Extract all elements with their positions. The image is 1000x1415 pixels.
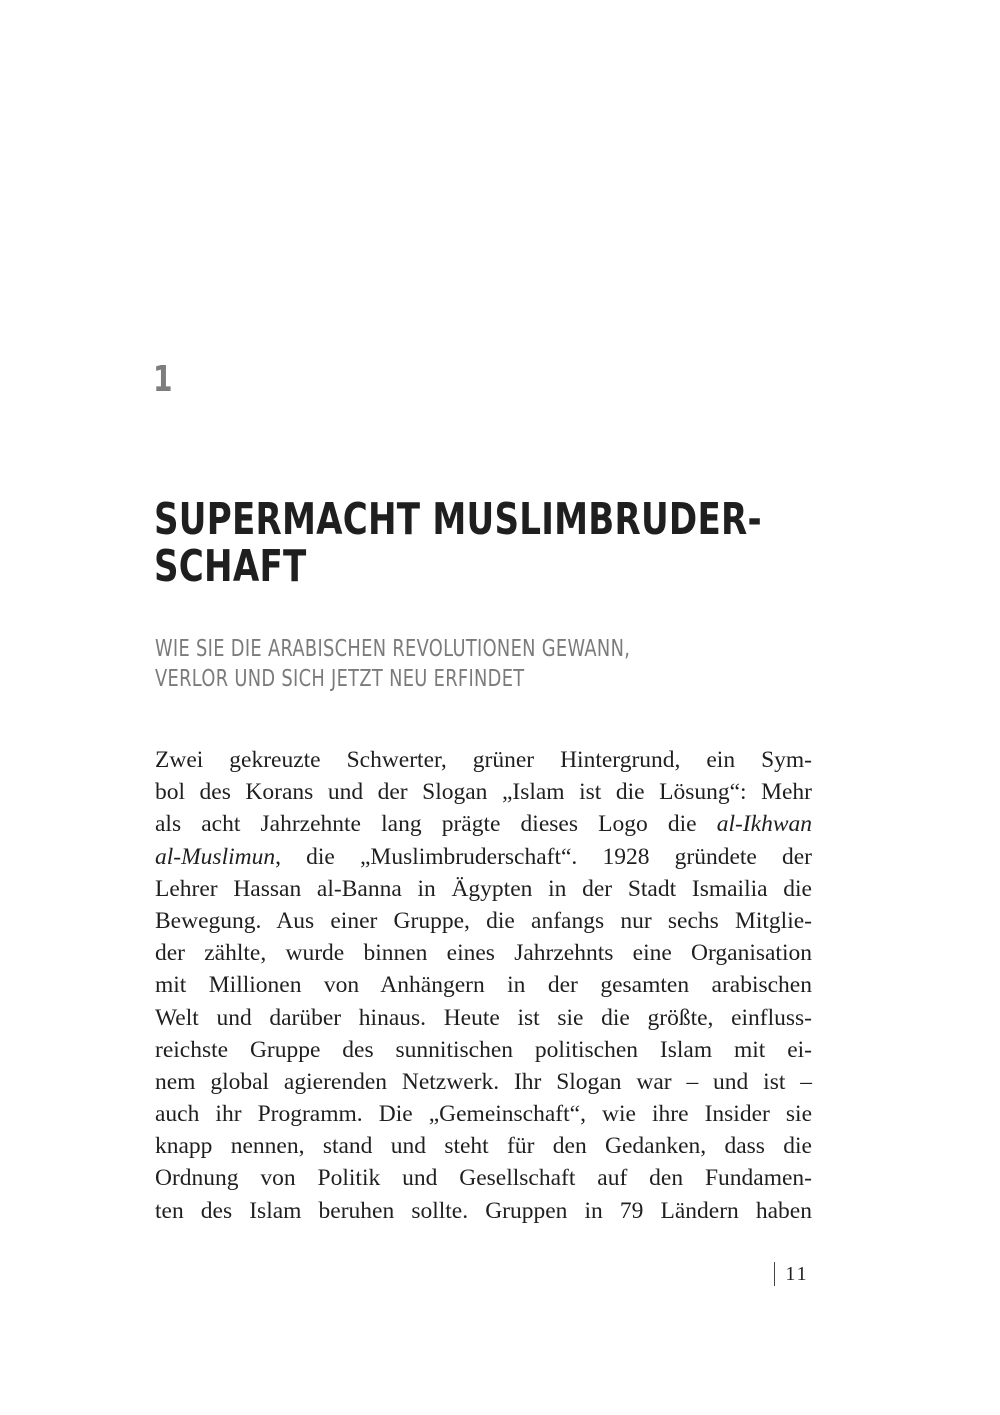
text-line: Welt und darüber hinaus. Heute ist sie die größte, einfluss- [155,1004,812,1031]
italic-term: al-Ikhwan [716,811,812,838]
chapter-title-line-1: SUPERMACHT MUSLIMBRUDER- [154,494,762,545]
chapter-subtitle-line-1: WIE SIE DIE ARABISCHEN REVOLUTIONEN GEWANN, [155,636,631,662]
text-line: nem global agierenden Netzwerk. Ihr Slogan war – und ist – [155,1068,812,1095]
text-line: Lehrer Hassan al-Banna in Ägypten in der Stadt Ismailia die [155,875,812,902]
body-text [155,744,812,1227]
text-line: auch ihr Programm. Die „Gemeinschaft“, wie ihre Insider sie [155,1101,812,1128]
chapter-title-line-2: SCHAFT [154,541,307,592]
text-line: der zählte, wurde binnen eines Jahrzehnts eine Organisation [155,940,812,967]
page-footer [774,1262,809,1286]
italic-term: al-Muslimun [155,843,276,870]
text-line: bol des Korans und der Slogan „Islam ist die Lösung“: Mehr [155,779,812,806]
text-line: Zwei gekreuzte Schwerter, grüner Hintergrund, ein Sym- [155,747,812,773]
text-line: Bewegung. Aus einer Gruppe, die anfangs nur sechs Mitglie- [155,907,812,934]
text-line: reichste Gruppe des sunnitischen politischen Islam mit ei- [155,1036,812,1063]
chapter-number: 1 [153,359,173,400]
chapter-subtitle [155,634,853,694]
text-line [155,841,812,873]
text-line: ten des Islam beruhen sollte. Gruppen in 79 Ländern haben [155,1197,812,1224]
text-segment: als acht Jahrzehnte lang prägte dieses Logo die [155,811,717,838]
chapter-subtitle-line-2: VERLOR UND SICH JETZT NEU ERFINDET [155,666,525,692]
chapter-title [154,496,821,590]
text-segment: , die „Muslimbruderschaft“. 1928 gründete der [275,843,812,870]
text-line: knapp nennen, stand und steht für den Gedanken, dass die [155,1133,812,1160]
page-number: 11 [785,1262,809,1285]
text-line: mit Millionen von Anhängern in der gesamten arabischen [155,972,812,999]
text-line: Ordnung von Politik und Gesellschaft auf den Fundamen- [155,1165,812,1192]
footer-divider [774,1262,775,1286]
text-line [155,808,812,840]
